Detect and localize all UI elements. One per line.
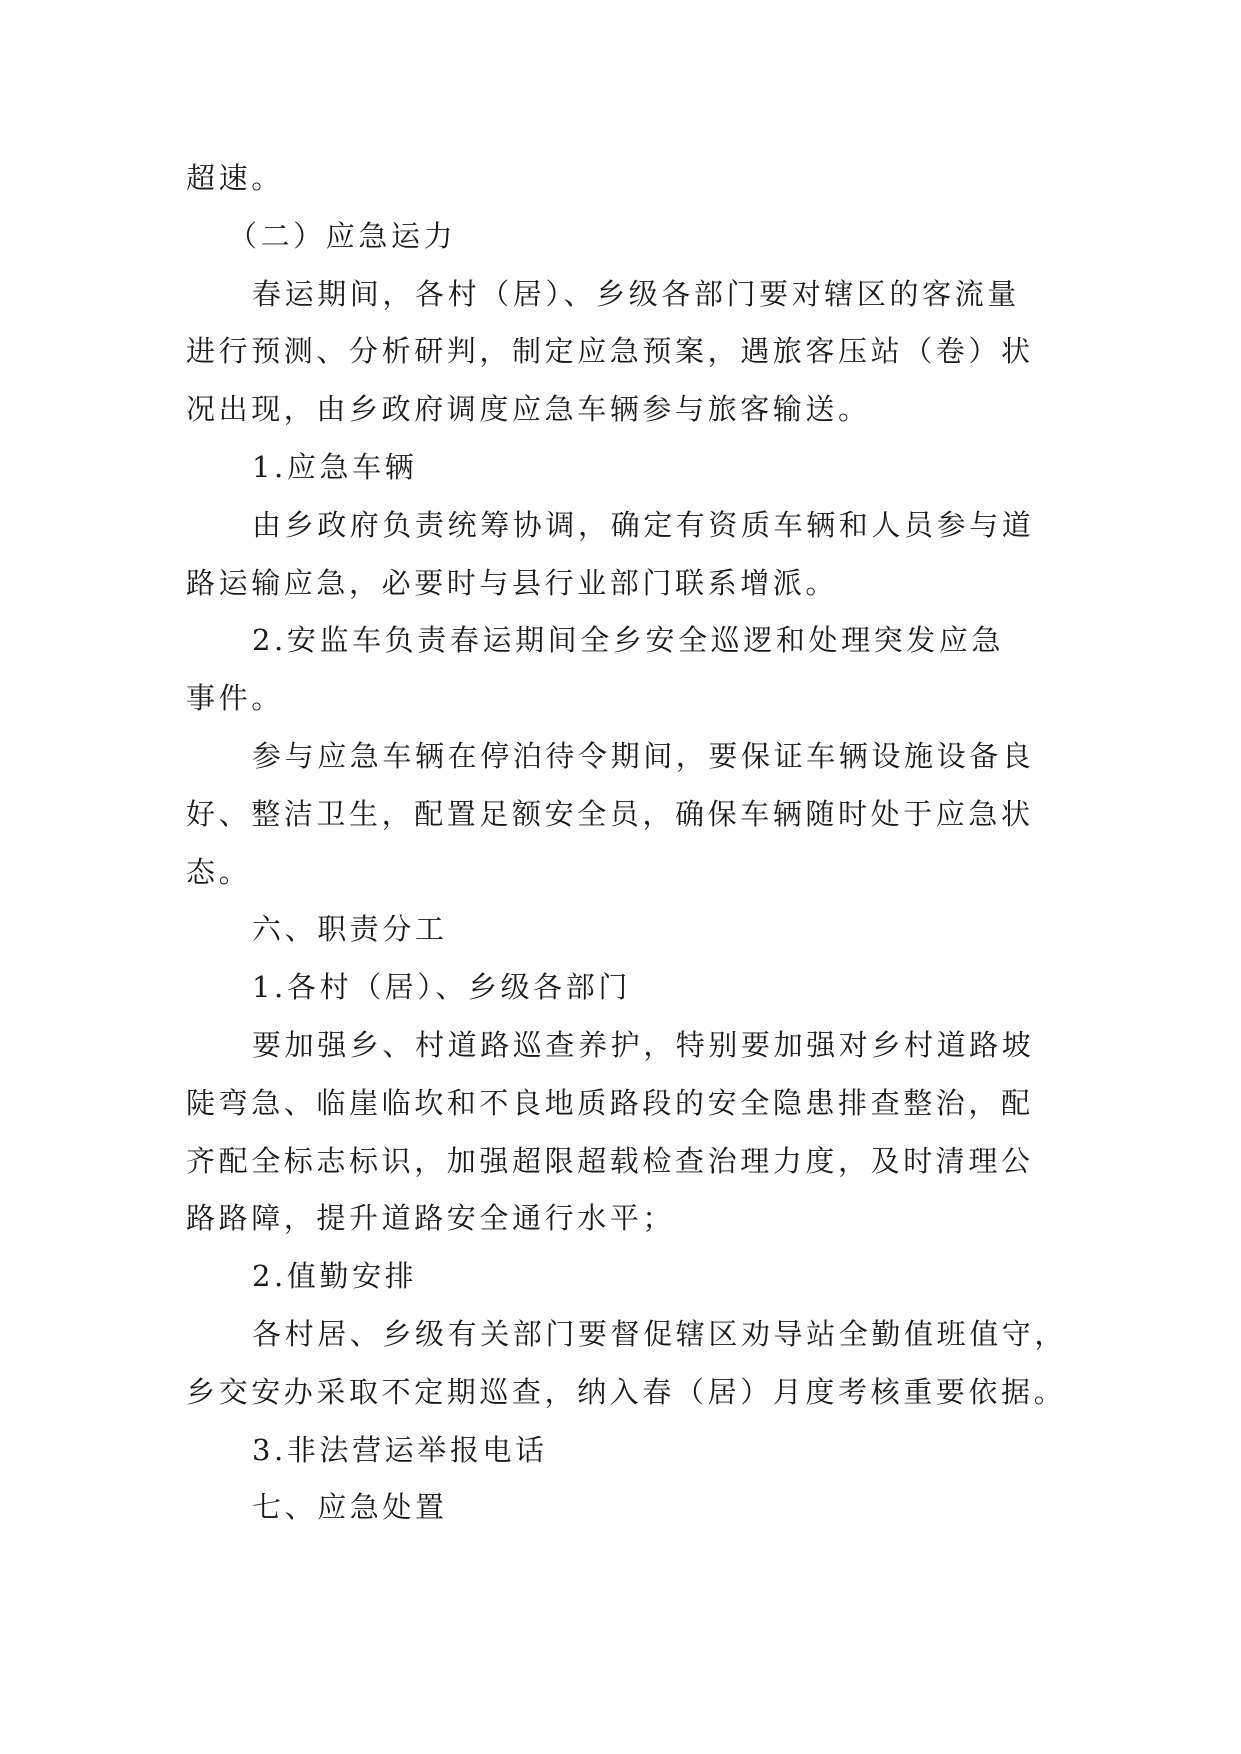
document-body: [186, 150, 1068, 1537]
section-heading: （二）应急运力: [228, 218, 457, 253]
text-line: 好、整洁卫生，配置足额安全员，确保车辆随时处于应急状: [186, 796, 1034, 831]
section-heading: 六、职责分工: [252, 912, 448, 947]
paragraph-line: 参与应急车辆在停泊待令期间，要保证车辆设施设备良: [252, 738, 1035, 773]
text-line: 进行预测、分析研判，制定应急预案，遇旅客压站（卷）状: [186, 334, 1034, 369]
subsection-heading: 1.各村（居）、乡级各部门: [252, 970, 631, 1005]
section-heading: 七、应急处置: [252, 1490, 448, 1525]
text-line: 超速。: [186, 161, 284, 195]
paragraph-line: 要加强乡、村道路巡查养护，特别要加强对乡村道路坡: [252, 1027, 1035, 1062]
text-line: 事件。: [186, 681, 284, 716]
text-line: 态。: [186, 854, 252, 889]
text-line: 陡弯急、临崖临坎和不良地质路段的安全隐患排查整治，配: [186, 1085, 1034, 1120]
text-line: 齐配全标志标识，加强超限超载检查治理力度，及时清理公: [186, 1143, 1034, 1178]
paragraph-line: 2.安监车负责春运期间全乡安全巡逻和处理突发应急: [252, 623, 1005, 658]
paragraph-line: 春运期间，各村（居）、乡级各部门要对辖区的客流量: [252, 276, 1020, 311]
text-line: 况出现，由乡政府调度应急车辆参与旅客输送。: [186, 392, 871, 427]
paragraph-line: 各村居、乡级有关部门要督促辖区劝导站全勤值班值守，: [252, 1316, 1068, 1351]
text-line: 乡交安办采取不定期巡查，纳入春（居）月度考核重要依据。: [186, 1374, 1067, 1409]
subsection-heading: 1.应急车辆: [252, 449, 418, 484]
text-line: 路运输应急，必要时与县行业部门联系增派。: [186, 565, 839, 600]
subsection-heading: 2.值勤安排: [252, 1259, 418, 1294]
text-line: 路路障，提升道路安全通行水平；: [186, 1201, 676, 1236]
paragraph-line: 由乡政府负责统筹协调，确定有资质车辆和人员参与道: [252, 507, 1035, 542]
subsection-heading: 3.非法营运举报电话: [252, 1432, 548, 1467]
